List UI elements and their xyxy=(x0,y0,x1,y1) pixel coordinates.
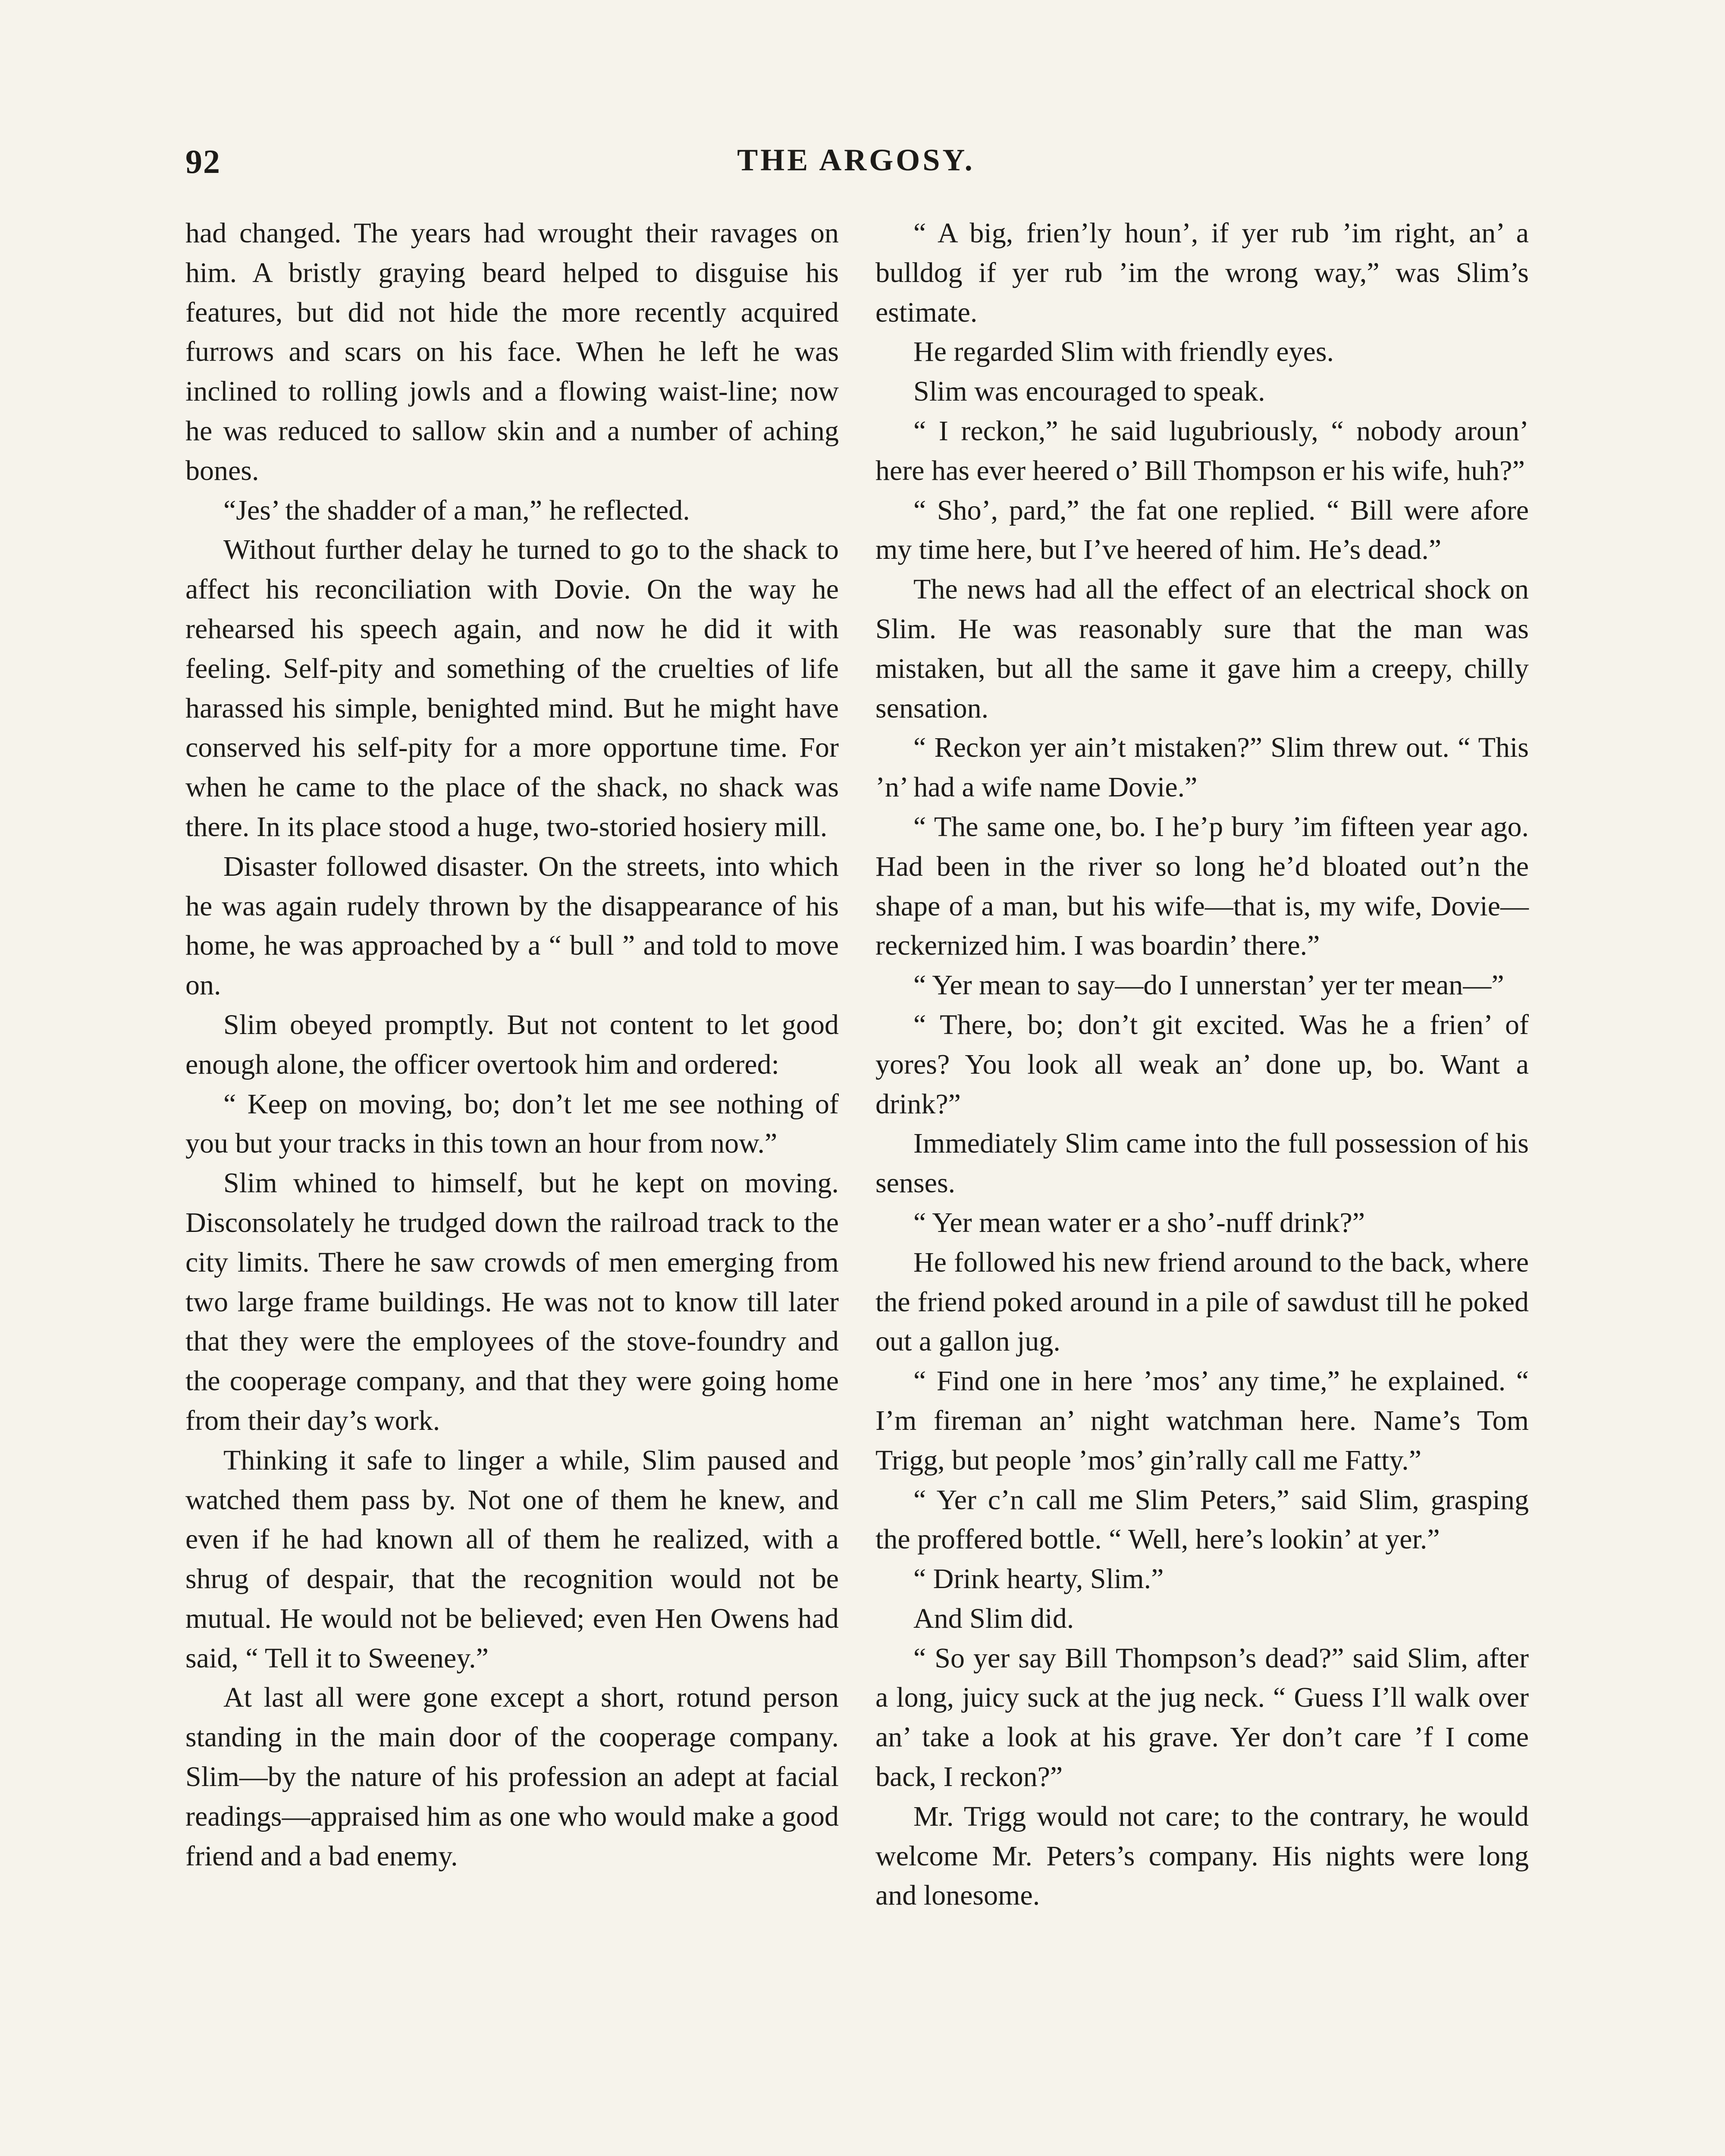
paragraph: Immediately Slim came into the full possession of his senses. xyxy=(875,1128,1529,1199)
paragraph: “ A big, frien’ly houn’, if yer rub ’im right, an’ a bulldog if yer rub ’im the wrong way,” was Slim’s estimate. xyxy=(875,217,1529,328)
left-text-column xyxy=(185,213,839,1876)
paragraph: had changed. The years had wrought their ravages on him. A bristly graying beard helped to disguise his features, but did not hide the more recently acquired furrows and scars on his face. When he left he was inclined to rolling jowls and a flowing waist-line; now he was reduced to sallow skin and a number of aching bones. xyxy=(185,217,839,486)
paragraph: “ Find one in here ’mos’ any time,” he explained. “ I’m fireman an’ night watchman here. Name’s Tom Trigg, but people ’mos’ gin’rally call me Fatty.” xyxy=(875,1365,1529,1476)
paragraph: And Slim did. xyxy=(913,1602,1074,1634)
paragraph: The news had all the effect of an electrical shock on Slim. He was reasonably sure that the man was mistaken, but all the same it gave him a creepy, chilly sensation. xyxy=(875,573,1529,724)
paragraph: “ So yer say Bill Thompson’s dead?” said Slim, after a long, juicy suck at the jug neck. “ Guess I’ll walk over an’ take a look at his grave. Yer don’t care ’f I come back, I reckon?” xyxy=(875,1642,1529,1793)
paragraph: “ I reckon,” he said lugubriously, “ nobody aroun’ here has ever heered o’ Bill Thompson er his wife, huh?” xyxy=(875,415,1529,486)
paragraph: “ Drink hearty, Slim.” xyxy=(913,1563,1164,1595)
paragraph: Without further delay he turned to go to the shack to affect his reconciliation with Dovie. On the way he rehearsed his speech again, and now he did it with feeling. Self-pity and something of the cruelties of life harassed his simple, benighted mind. But he might have conserved his self-pity for a more opportune time. For when he came to the place of the shack, no shack was there. In its place stood a huge, two-storied hosiery mill. xyxy=(185,534,839,843)
paragraph: “ Keep on moving, bo; don’t let me see nothing of you but your tracks in this town an hour from now.” xyxy=(185,1088,839,1159)
page-header xyxy=(185,142,1527,194)
paragraph: Slim whined to himself, but he kept on moving. Disconsolately he trudged down the railroad track to the city limits. There he saw crowds of men emerging from two large frame buildings. He was not to know till later that they were the employees of the stove-foundry and the cooperage company, and that they were going home from their day’s work. xyxy=(185,1167,839,1436)
paragraph: Mr. Trigg would not care; to the contrary, he would welcome Mr. Peters’s company. His nights were long and lonesome. xyxy=(875,1800,1529,1912)
paragraph: “ Sho’, pard,” the fat one replied. “ Bill were afore my time here, but I’ve heered of him. He’s dead.” xyxy=(875,494,1529,566)
paragraph: “ Yer mean to say—do I unnerstan’ yer ter mean—” xyxy=(913,969,1504,1001)
paragraph: Slim was encouraged to speak. xyxy=(913,376,1265,407)
paragraph: “ Yer c’n call me Slim Peters,” said Slim, grasping the proffered bottle. “ Well, here’s lookin’ at yer.” xyxy=(875,1484,1529,1555)
running-title: THE ARGOSY. xyxy=(737,143,975,177)
paragraph: Slim obeyed promptly. But not content to let good enough alone, the officer overtook him and ordered: xyxy=(185,1009,839,1080)
paragraph: Disaster followed disaster. On the streets, into which he was again rudely thrown by the disappearance of his home, he was approached by a “ bull ” and told to move on. xyxy=(185,850,839,1001)
paragraph: He regarded Slim with friendly eyes. xyxy=(913,336,1334,368)
paragraph: “ Yer mean water er a sho’-nuff drink?” xyxy=(913,1206,1365,1238)
paragraph: “ Reckon yer ain’t mistaken?” Slim threw out. “ This ’n’ had a wife name Dovie.” xyxy=(875,732,1529,803)
right-text-column xyxy=(875,213,1529,1915)
page-number: 92 xyxy=(185,143,221,180)
paragraph: Thinking it safe to linger a while, Slim paused and watched them pass by. Not one of them he knew, and even if he had known all of them he realized, with a shrug of despair, that the recognition would not be mutual. He would not be believed; even Hen Owens had said, “ Tell it to Sweeney.” xyxy=(185,1444,839,1674)
paragraph: “ There, bo; don’t git excited. Was he a frien’ of yores? You look all weak an’ done up, bo. Want a drink?” xyxy=(875,1009,1529,1120)
paragraph: At last all were gone except a short, rotund person standing in the main door of the cooperage company. Slim—by the nature of his profession an adept at facial readings—appraised him as one who would make a good friend and a bad enemy. xyxy=(185,1682,839,1872)
paragraph: He followed his new friend around to the back, where the friend poked around in a pile of sawdust till he poked out a gallon jug. xyxy=(875,1246,1529,1357)
paragraph: “Jes’ the shadder of a man,” he reflected. xyxy=(223,494,690,526)
paragraph: “ The same one, bo. I he’p bury ’im fifteen year ago. Had been in the river so long he’d bloated out’n the shape of a man, but his wife—that is, my wife, Dovie—reckernized him. I was boardin’ there.” xyxy=(875,811,1529,962)
